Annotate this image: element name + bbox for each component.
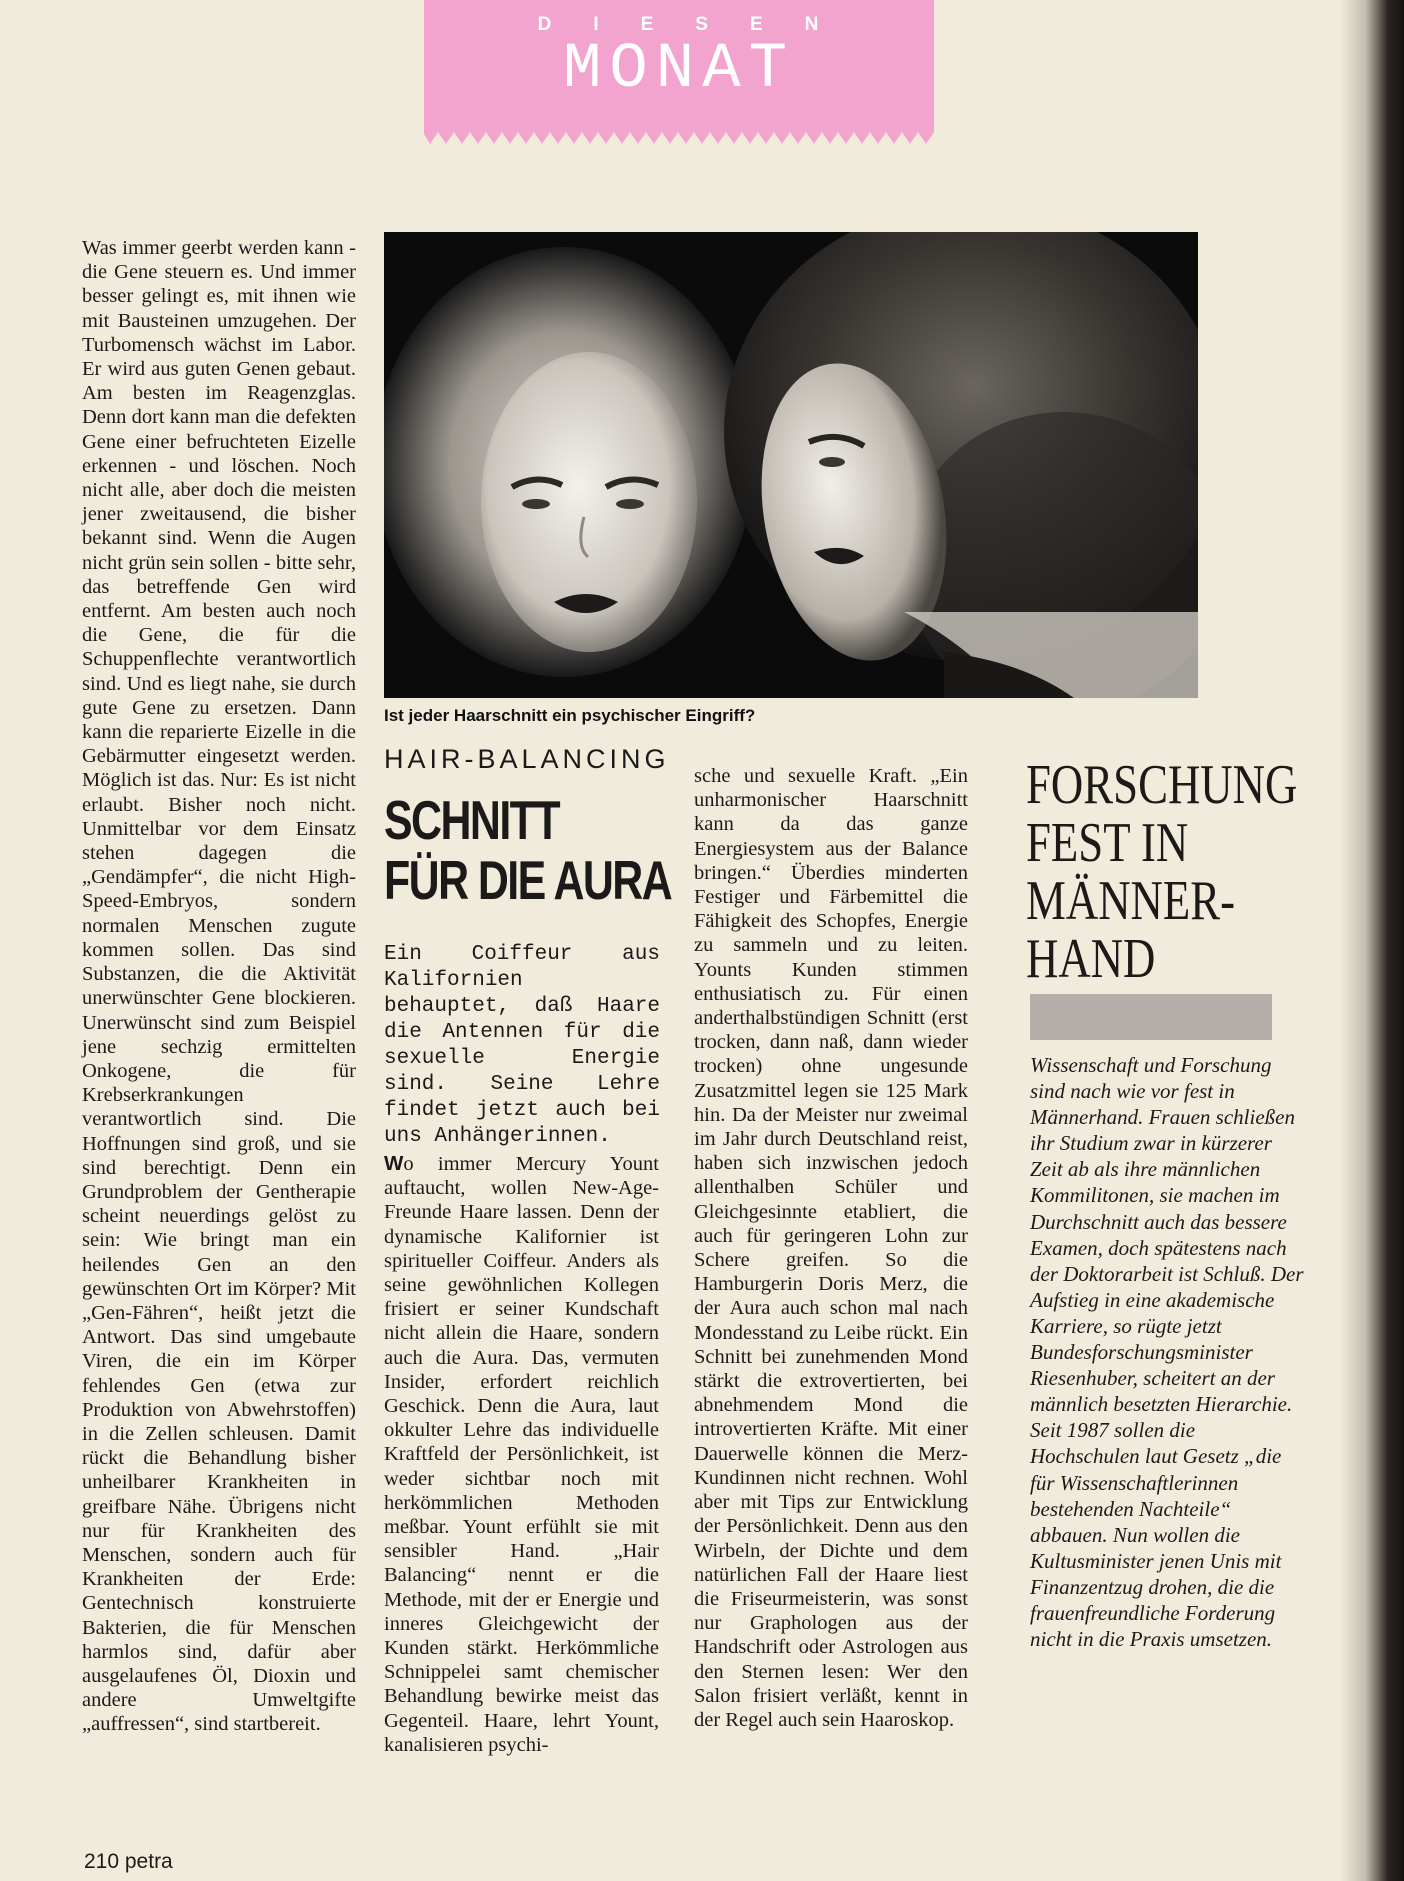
hair-headline-line-1: SCHNITT	[384, 789, 559, 851]
hair-article-column-2	[694, 764, 968, 1732]
hair-headline-line-2: FÜR DIE AURA	[384, 849, 672, 911]
research-headline-line-4: HAND	[1026, 928, 1156, 990]
banner-title: MONAT	[562, 34, 796, 106]
page-folio: 210 petra	[84, 1850, 173, 1873]
article-photo	[384, 232, 1198, 698]
left-article-column	[82, 236, 356, 1737]
photo-caption: Ist jeder Haarschnitt ein psychischer Eingriff?	[384, 706, 756, 725]
research-article-column	[1030, 1052, 1308, 1652]
banner-kicker: DIESEN	[537, 14, 861, 35]
research-headline-line-3: MÄNNER-	[1026, 870, 1236, 932]
page-gutter-shadow	[1340, 0, 1404, 1881]
research-article-body: Wissenschaft und Forschung sind nach wie vor fest in Männerhand. Frauen schließen ihr Studium zwar in kürzerer Zeit ab als ihre männlichen Kommilitonen, sie machen im Durchschnitt auch das bessere Examen, doch spätestens nach der Doktorarbeit ist Schluß. Der Aufstieg in eine akademische Karriere, so rügte jetzt Bundesforschungsminister Riesenhuber, scheitert an der männlich besetzten Hierarchie. Seit 1987 sollen die Hochschulen laut Gesetz „die für Wissenschaftlerinnen bestehenden Nachteile“ abbauen. Nun wollen die Kultusminister jenen Unis mit Finanzentzug drohen, die die frauenfreundliche Forderung nicht in die Praxis umsetzen.	[1030, 1053, 1304, 1652]
hair-article-body-2: sche und sexuelle Kraft. „Ein unharmonischer Haarschnitt kann da das ganze Energiesystem aus der Balance bringen.“ Überdies minderten Festiger und Färbemittel die Fähigkeit des Schopfes, Energie zu sammeln und zu leiten. Younts Kunden stimmen enthusiatisch zu. Für einen anderthalbstündigen Schnitt (erst trocken, dann naß, dann wieder trocken) ohne ungesunde Zusatzmittel legen sie 125 Mark hin. Da der Meister nur zweimal im Jahr durch Deutschland reist, haben sich inzwischen jedoch allenthalben Schüler und Gleichgesinnte etabliert, die auch für geringeren Lohn zur Schere greifen. So die Hamburgerin Doris Merz, die der Aura auch schon mal nach Mondesstand zu Leibe rückt. Ein Schnitt bei zunehmenden Mond stärkt die extrovertierten, bei abnehmendem Mond die introvertierten Kräfte. Mit einer Dauerwelle können die Merz-Kundinnen nicht rechnen. Wohl aber mit Tips zur Entwicklung der Persönlichkeit. Denn aus den Wirbeln, der Dichte und dem natürlichen Fall der Haare liest die Friseurmeisterin, was sonst nur Graphologen aus der Handschrift oder Astrologen aus den Sternen lesen: Wer den Salon frisiert verläßt, kennt in der Regel auch sein Haaroskop.	[694, 765, 968, 1731]
banner-zigzag-edge	[424, 130, 934, 146]
hair-article-dropcap: W	[384, 1152, 404, 1175]
hair-article-headline	[384, 789, 672, 911]
research-article-headline	[1026, 754, 1298, 990]
research-headline-line-2: FEST IN	[1026, 812, 1189, 874]
headline-grey-bar	[1030, 994, 1272, 1040]
hair-article-column-1	[384, 1152, 659, 1757]
two-women-portrait-image	[384, 232, 1198, 698]
hair-article-kicker: HAIR-BALANCING	[384, 744, 670, 774]
hair-article-intro: Ein Coiffeur aus Kalifornien behauptet, daß Haare die Antennen für die sexuelle Energie sind. Seine Lehre findet jetzt auch bei uns Anhängerinnen.	[384, 943, 660, 1148]
left-article-text: Was immer geerbt werden kann - die Gene steuern es. Und immer besser gelingt es, mit ihnen wie mit Bausteinen umzugehen. Der Turbomensch wächst im Labor. Er wird aus guten Genen gebaut. Am besten im Reagenzglas. Denn dort kann man die defekten Gene einer befruchteten Eizelle erkennen - und löschen. Noch nicht alle, aber doch die meisten jener zweitausend, die bisher bekannt sind. Wenn die Augen nicht grün sein sollen - bitte sehr, das betreffende Gen wird entfernt. Am besten auch noch die Gene, die für die Schuppenflechte verantwortlich sind. Und es liegt nahe, sie durch gute Gene zu ersetzen. Dann kann die reparierte Eizelle in die Gebärmutter eingesetzt werden. Möglich ist das. Nur: Es ist nicht erlaubt. Bisher noch nicht. Unmittelbar vor dem Einsatz stehen dagegen die „Gendämpfer“, die nicht High-Speed-Embryos, sondern normalen Menschen zugute kommen sollen. Das sind Substanzen, die die Aktivität unerwünschter Gene blockieren. Unerwünscht sind zum Beispiel jene sechzig ermittelten Onkogene, die für Krebserkrankungen verantwortlich sind. Die Hoffnungen sind groß, und sie sind berechtigt. Denn ein Grundproblem der Gentherapie scheint neuerdings gelöst zu sein: Wie bringt man ein heilendes Gen an den gewünschten Ort im Körper? Mit „Gen-Fähren“, heißt jetzt die Antwort. Das sind umgebaute Viren, die ein im Körper fehlendes Gen (etwa zur Produktion von Abwehrstoffen) in die Zellen schleusen. Damit rückt die Behandlung bisher unheilbarer Krankheiten in greifbare Nähe. Übrigens nicht nur für Krankheiten des Menschen, sondern auch für Krankheiten der Erde: Gentechnisch konstruierte Bakterien, die für Menschen harmlos sind, dafür aber ausgelaufenes Öl, Dioxin und andere Umweltgifte „auffressen“, sind startbereit.	[82, 237, 356, 1736]
hair-article-body-1: o immer Mercury Yount auftaucht, wollen New-Age-Freunde Haare lassen. Denn der dynamische Kalifornier ist spiritueller Coiffeur. Anders als seine gewöhnlichen Kollegen frisiert er seiner Kundschaft nicht allein die Haare, sondern auch die Aura. Das, vermuten Insider, erfordert reichlich Geschick. Denn die Aura, laut okkulter Lehre das individuelle Kraftfeld der Persönlichkeit, ist weder sichtbar noch mit herkömmlichen Methoden meßbar. Yount erfühlt sie mit sensibler Hand. „Hair Balancing“ nennt er die Methode, mit der er Energie und inneres Gleichgewicht der Kunden stärkt. Herkömmliche Schnippelei samt chemischer Behandlung bewirke meist das Gegenteil. Haare, lehrt Yount, kanalisieren psychi-	[384, 1153, 659, 1756]
research-headline-line-1: FORSCHUNG	[1026, 754, 1298, 816]
section-banner	[424, 0, 934, 130]
